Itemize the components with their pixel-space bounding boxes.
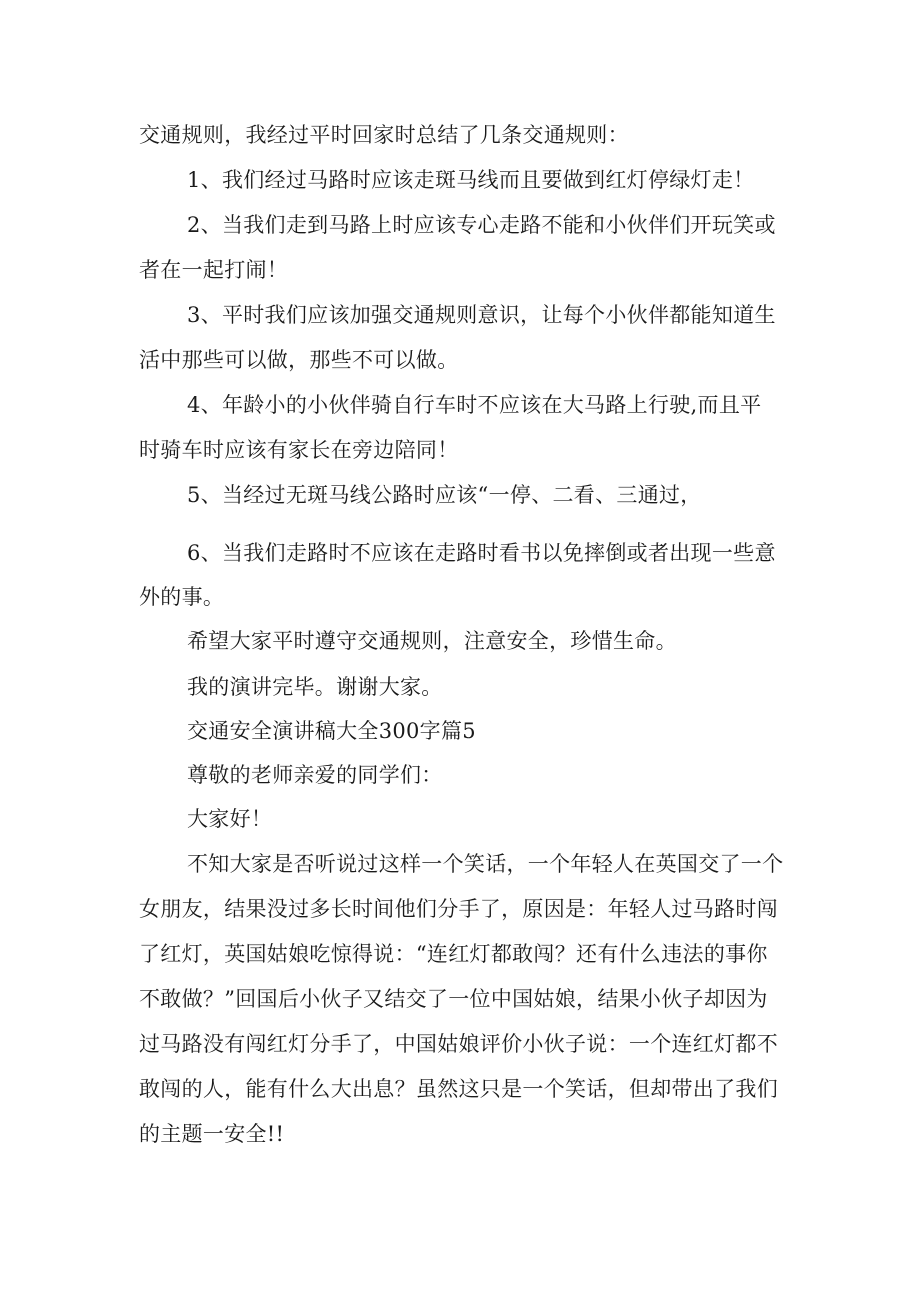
text-line: 希望大家平时遵守交通规则，注意安全，珍惜生命。 — [187, 629, 677, 653]
text-line: 者在一起打闹！ — [139, 258, 289, 282]
text-line: 3、平时我们应该加强交通规则意识，让每个小伙伴都能知道生 — [187, 303, 776, 327]
text-line: 交通规则，我经过平时回家时总结了几条交通规则： — [139, 123, 629, 147]
text-line: 活中那些可以做，那些不可以做。 — [139, 348, 459, 372]
text-line: 敢闯的人，能有什么大出息？虽然这只是一个笑话，但却带出了我们 — [139, 1077, 778, 1101]
text-line: 不知大家是否听说过这样一个笑话，一个年轻人在英国交了一个 — [187, 852, 784, 876]
text-line: 不敢做？”回国后小伙子又结交了一位中国姑娘，结果小伙子却因为 — [139, 987, 768, 1011]
text-line: 2、当我们走到马路上时应该专心走路不能和小伙伴们开玩笑或 — [187, 213, 776, 237]
text-line: 1、我们经过马路时应该走斑马线而且要做到红灯停绿灯走！ — [187, 168, 755, 192]
text-line: 5、当经过无斑马线公路时应该“一停、二看、三通过， — [187, 483, 702, 507]
text-line: 4、年龄小的小伙伴骑自行车时不应该在大马路上行驶,而且平 — [187, 393, 762, 417]
section-heading: 交通安全演讲稿大全300字篇5 — [187, 719, 476, 743]
text-line: 大家好！ — [187, 807, 273, 831]
text-line: 时骑车时应该有家长在旁边陪同！ — [139, 438, 459, 462]
text-line: 我的演讲完毕。谢谢大家。 — [187, 675, 443, 699]
text-line: 了红灯，英国姑娘吃惊得说：“连红灯都敢闯？还有什么违法的事你 — [139, 942, 768, 966]
text-line: 外的事。 — [139, 585, 225, 609]
text-line: 过马路没有闯红灯分手了，中国姑娘评价小伙子说：一个连红灯都不 — [139, 1032, 778, 1056]
text-line: 女朋友，结果没过多长时间他们分手了，原因是：年轻人过马路时闯 — [139, 897, 778, 921]
text-line: 6、当我们走路时不应该在走路时看书以免摔倒或者出现一些意 — [187, 541, 776, 565]
text-line: 尊敬的老师亲爱的同学们： — [187, 763, 443, 787]
text-line: 的主题一安全!! — [139, 1122, 285, 1146]
